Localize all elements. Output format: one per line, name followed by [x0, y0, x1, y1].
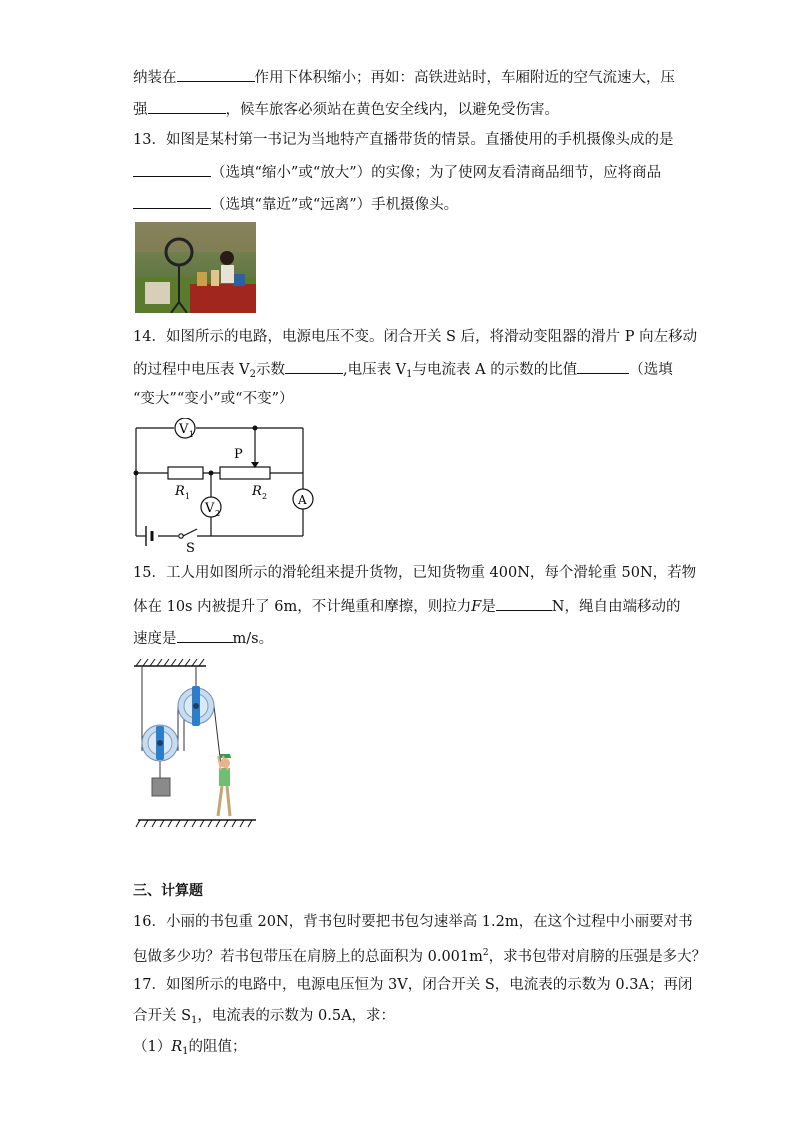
r1-subscript: 1 — [185, 492, 191, 501]
q16-text: 包做多少功？若书包带压在肩膀上的总面积为 0.001m — [133, 949, 483, 965]
subscript: 2 — [249, 369, 256, 380]
q14-line3: “变大”“变小”或“不变”） — [133, 391, 294, 407]
q16-line2 — [133, 943, 706, 967]
q15-text: m/s。 — [232, 631, 274, 647]
v2-subscript: 2 — [215, 509, 221, 518]
q14-text: （选填 — [629, 362, 673, 378]
q17-text: 的阻值； — [188, 1039, 247, 1055]
answer-blank[interactable] — [285, 358, 343, 374]
q13-line1: 13．如图是某村第一书记为当地特产直播带货的情景。直播使用的手机摄像头成的是 — [133, 132, 674, 148]
answer-blank[interactable] — [177, 627, 233, 643]
q12-text: 纳装在 — [133, 70, 177, 86]
subscript: 1 — [406, 369, 413, 380]
q15-line3 — [133, 627, 273, 649]
q14-line2 — [133, 358, 673, 385]
q17-line1: 17．如图所示的电路中，电源电压恒为 3V，闭合开关 S，电流表的示数为 0.3A；再闭 — [133, 977, 693, 993]
q12-text: 强 — [133, 102, 148, 118]
v2-label: V — [205, 501, 215, 516]
q12-line2 — [133, 98, 559, 120]
q15-text: 体在 10s 内被提升了 6m，不计绳重和摩擦，则拉力 — [133, 599, 472, 615]
r2-label: R — [252, 484, 262, 499]
q12-line1 — [133, 66, 675, 88]
answer-blank[interactable] — [148, 98, 226, 114]
q17-text: 合开关 S — [133, 1008, 192, 1024]
circuit-diagram — [128, 418, 318, 558]
switch-label: S — [186, 541, 195, 556]
q14-text: ,电压表 V — [342, 362, 407, 378]
q15-line2 — [133, 595, 680, 617]
q13-text: （选填“靠近”或“远离”）手机摄像头。 — [211, 197, 459, 213]
q17-text: （1） — [133, 1039, 172, 1055]
q17-text: ，电流表的示数为 0.5A，求： — [197, 1008, 396, 1024]
force-symbol: F — [471, 599, 482, 615]
q17-line3 — [133, 1037, 247, 1062]
q14-text: 与电流表 A 的示数的比值 — [412, 362, 578, 378]
slider-p-label: P — [234, 447, 243, 462]
subscript: 1 — [191, 1015, 198, 1026]
r1-label: R — [175, 484, 185, 499]
v1-label: V — [179, 422, 189, 437]
pulley-diagram — [130, 656, 262, 834]
q14-line1: 14．如图所示的电路，电源电压不变。闭合开关 S 后，将滑动变阻器的滑片 P 向左移动 — [133, 329, 698, 345]
q13-line3 — [133, 193, 458, 215]
answer-blank[interactable] — [133, 193, 211, 209]
v1-subscript: 1 — [189, 430, 195, 439]
q12-text: ，候车旅客必须站在黄色安全线内，以避免受伤害。 — [225, 102, 559, 118]
q13-text: （选填“缩小”或“放大”）的实像；为了使网友看清商品细节，应将商品 — [211, 165, 662, 181]
ammeter-label: A — [298, 493, 307, 507]
q14-text: 的过程中电压表 V — [133, 362, 250, 378]
q13-line2 — [133, 161, 661, 183]
q15-line1: 15．工人用如图所示的滑轮组来提升货物，已知货物重 400N，每个滑轮重 50N，若物 — [133, 565, 697, 581]
answer-blank[interactable] — [496, 595, 552, 611]
subscript: 1 — [182, 1046, 189, 1057]
q15-text: 是 — [481, 599, 496, 615]
answer-blank[interactable] — [177, 66, 255, 82]
q14-text: 示数 — [255, 362, 285, 378]
q12-text: 作用下体积缩小；再如：高铁进站时，车厢附近的空气流速大，压 — [254, 70, 675, 86]
superscript: 2 — [482, 948, 489, 958]
answer-blank[interactable] — [577, 358, 629, 374]
q15-text: N，绳自由端移动的 — [551, 599, 681, 615]
r2-subscript: 2 — [262, 492, 268, 501]
section-title: 三、计算题 — [133, 883, 203, 899]
livestream-photo — [135, 222, 256, 313]
answer-blank[interactable] — [133, 161, 211, 177]
q17-line2 — [133, 1006, 395, 1031]
q16-line1: 16．小丽的书包重 20N，背书包时要把书包匀速举高 1.2m，在这个过程中小丽要对书 — [133, 914, 693, 930]
resistor-symbol: R — [171, 1039, 183, 1055]
q15-text: 速度是 — [133, 631, 177, 647]
q16-text: ，求书包带对肩膀的压强是多大？ — [488, 949, 707, 965]
